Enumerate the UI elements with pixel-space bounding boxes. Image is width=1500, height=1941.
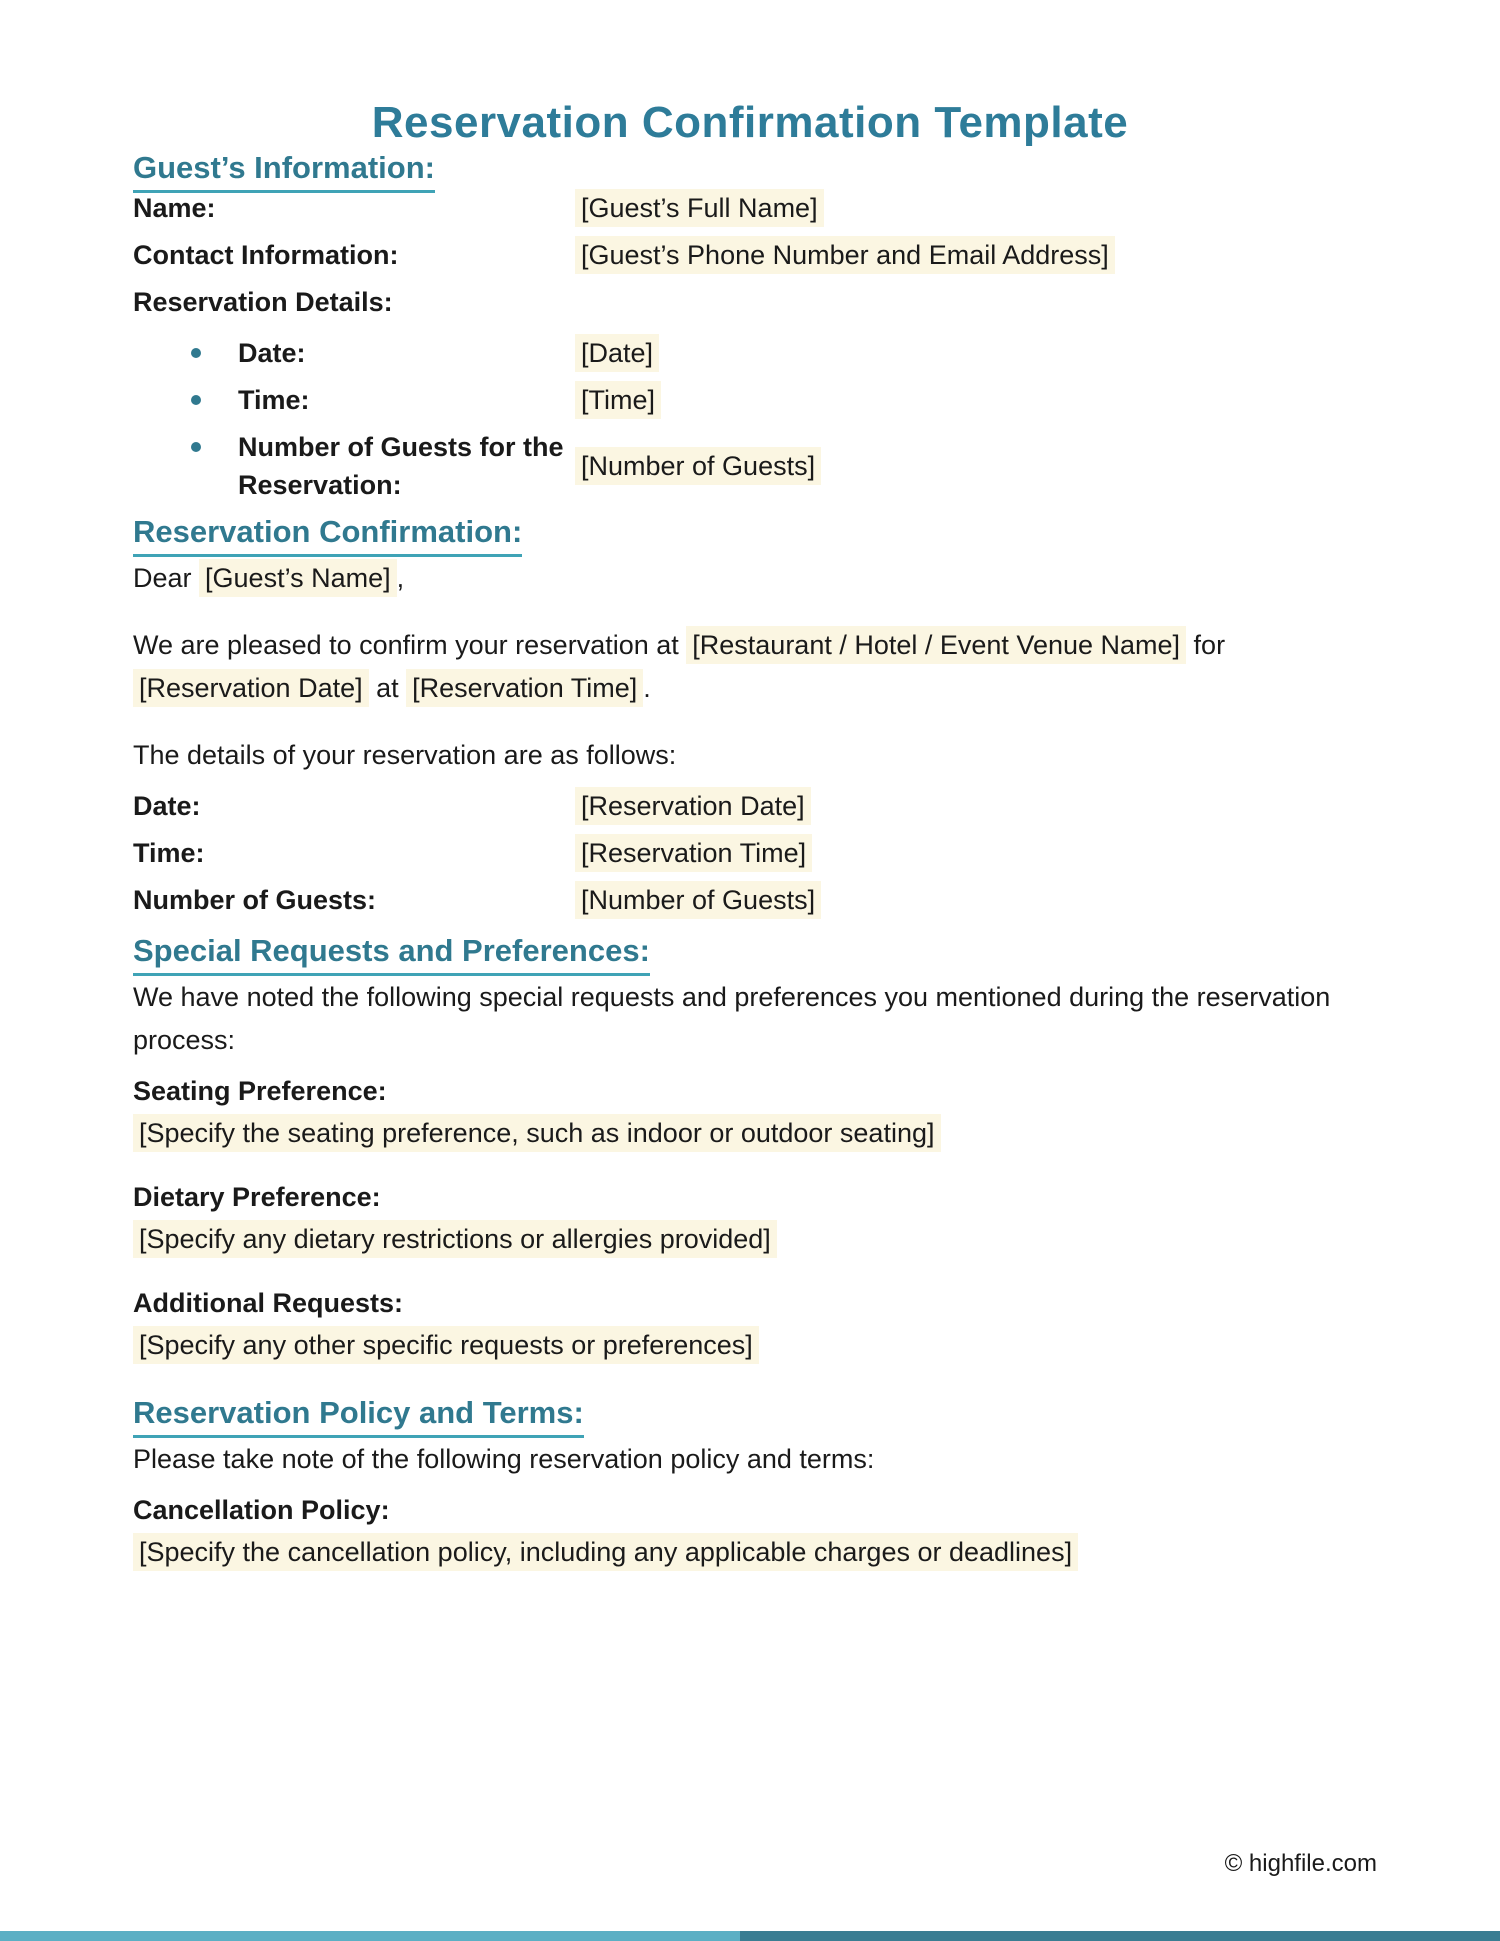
field-row-reservation-details: [133, 287, 1368, 317]
reservation-time-placeholder: [Reservation Time]: [406, 669, 643, 707]
field-row-reservation-date: [133, 791, 1368, 821]
guest-phone-email-placeholder: [Guest’s Phone Number and Email Address]: [575, 236, 1115, 274]
body-text: at: [368, 673, 407, 703]
bullet-row-number-of-guests: [133, 428, 1368, 504]
special-requests-heading: [133, 932, 1368, 976]
contact-information-label: Contact Information:: [133, 240, 399, 270]
number-of-guests-bullet-label: Number of Guests for the Reservation:: [238, 432, 564, 500]
special-requests-intro: We have noted the following special requests and preferences you mentioned during the reservation process:: [133, 982, 1331, 1055]
document-content: [133, 149, 1368, 1567]
bullet-icon: [191, 348, 201, 358]
seating-preference-value: [133, 1118, 1368, 1148]
bullet-icon: [191, 395, 201, 405]
salutation-suffix: ,: [396, 563, 405, 593]
section-reservation-policy: [133, 1394, 1368, 1567]
guest-name-placeholder: [Guest’s Name]: [199, 559, 397, 597]
field-row-contact-information: [133, 240, 1368, 270]
additional-requests-placeholder: [Specify any other specific requests or preferences]: [133, 1326, 759, 1364]
name-value-cell: [575, 193, 1368, 223]
reservation-date-placeholder: [Reservation Date]: [133, 669, 369, 707]
dietary-preference-placeholder: [Specify any dietary restrictions or allergies provided]: [133, 1220, 777, 1258]
time-placeholder: [Time]: [575, 381, 661, 419]
reservation-date-value-cell: [575, 791, 1368, 821]
bottom-bar: [0, 1931, 1500, 1941]
number-of-guests-value-cell: [575, 885, 1368, 915]
dietary-preference-label: Dietary Preference:: [133, 1182, 381, 1212]
body-text: We are pleased to confirm your reservation at: [133, 630, 687, 660]
cancellation-policy-placeholder: [Specify the cancellation policy, including any applicable charges or deadlines]: [133, 1533, 1078, 1571]
time-bullet-value-cell: [575, 385, 1368, 415]
details-intro-paragraph: The details of your reservation are as follows:: [133, 740, 677, 770]
bottom-bar-left-segment: [0, 1931, 740, 1941]
number-of-guests-bullet-value-cell: [575, 451, 1368, 481]
special-requests-heading-text: Special Requests and Preferences:: [133, 932, 650, 976]
confirmation-body-paragraph: [133, 624, 1368, 710]
guest-full-name-placeholder: [Guest’s Full Name]: [575, 189, 824, 227]
footer-copyright: © highfile.com: [1224, 1850, 1377, 1877]
field-row-name: [133, 193, 1368, 223]
reservation-confirmation-heading: [133, 513, 1368, 557]
bullet-row-date: [133, 334, 1368, 372]
dietary-preference-value: [133, 1224, 1368, 1254]
bottom-bar-right-segment: [740, 1931, 1500, 1941]
field-row-number-of-guests: [133, 885, 1368, 915]
reservation-date-label: Date:: [133, 791, 201, 821]
bullet-row-time: [133, 381, 1368, 419]
number-of-guests-placeholder: [Number of Guests]: [575, 881, 821, 919]
section-reservation-confirmation: [133, 513, 1368, 915]
salutation-paragraph: [133, 557, 1368, 600]
reservation-time-placeholder: [Reservation Time]: [575, 834, 812, 872]
date-bullet-value-cell: [575, 338, 1368, 368]
section-guest-information: [133, 149, 1368, 504]
reservation-policy-heading-text: Reservation Policy and Terms:: [133, 1394, 584, 1438]
reservation-policy-heading: [133, 1394, 1368, 1438]
bullet-icon: [191, 442, 201, 452]
additional-requests-value: [133, 1330, 1368, 1360]
date-placeholder: [Date]: [575, 334, 659, 372]
page-title: Reservation Confirmation Template: [371, 98, 1129, 147]
number-of-guests-label: Number of Guests:: [133, 885, 377, 915]
salutation-prefix: Dear: [133, 563, 200, 593]
body-text: .: [643, 673, 651, 703]
seating-preference-placeholder: [Specify the seating preference, such as indoor or outdoor seating]: [133, 1114, 941, 1152]
bullet-cell: [133, 381, 238, 419]
additional-requests-label: Additional Requests:: [133, 1288, 404, 1318]
reservation-date-placeholder: [Reservation Date]: [575, 787, 811, 825]
name-label: Name:: [133, 193, 216, 223]
seating-preference-label: Seating Preference:: [133, 1076, 387, 1106]
bullet-cell: [133, 428, 238, 504]
reservation-details-label: Reservation Details:: [133, 287, 393, 317]
contact-information-value-cell: [575, 240, 1368, 270]
section-special-requests: [133, 932, 1368, 1360]
reservation-time-value-cell: [575, 838, 1368, 868]
date-bullet-label: Date:: [238, 338, 306, 368]
venue-name-placeholder: [Restaurant / Hotel / Event Venue Name]: [686, 626, 1186, 664]
field-row-reservation-time: [133, 838, 1368, 868]
reservation-policy-intro: Please take note of the following reservation policy and terms:: [133, 1444, 875, 1474]
reservation-time-label: Time:: [133, 838, 205, 868]
guest-information-heading-text: Guest’s Information:: [133, 149, 435, 193]
reservation-confirmation-heading-text: Reservation Confirmation:: [133, 513, 522, 557]
cancellation-policy-label: Cancellation Policy:: [133, 1495, 390, 1525]
body-text: for: [1186, 630, 1226, 660]
time-bullet-label: Time:: [238, 385, 310, 415]
bullet-cell: [133, 334, 238, 372]
number-of-guests-placeholder: [Number of Guests]: [575, 447, 821, 485]
cancellation-policy-value: [133, 1537, 1368, 1567]
guest-information-heading: [133, 149, 1368, 193]
